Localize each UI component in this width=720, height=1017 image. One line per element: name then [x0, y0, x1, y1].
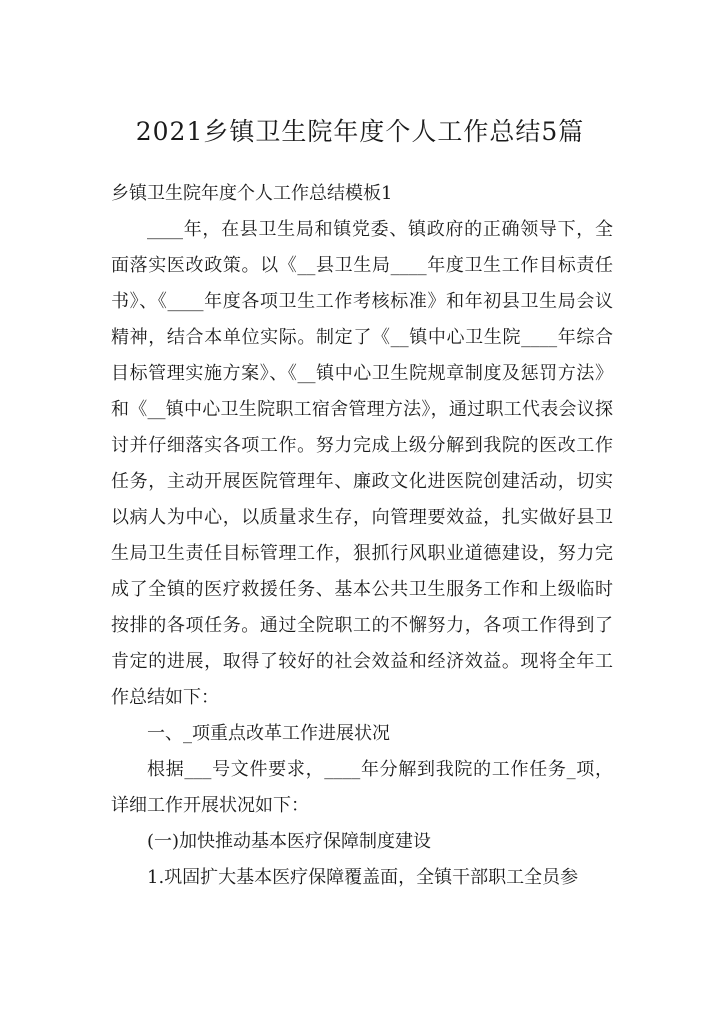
section-heading-1: 一、_项重点改革工作进展状况	[147, 723, 390, 744]
document-subtitle: 乡镇卫生院年度个人工作总结模板1	[111, 183, 393, 204]
document-title: 2021乡镇卫生院年度个人工作总结5篇	[135, 117, 585, 146]
document-body	[111, 176, 613, 896]
paragraph-basis: 根据___号文件要求，____年分解到我院的工作任务_项，详细工作开展状况如下：	[111, 759, 613, 816]
subsection-heading-1: (一)加快推动基本医疗保障制度建设	[147, 831, 432, 852]
paragraph-intro: ____年，在县卫生局和镇党委、镇政府的正确领导下，全面落实医改政策。以《__县卫生局____年度卫生工作目标责任书》、《____年度各项卫生工作考核标准》和年初县卫生局会议精神，结合本单位实际。制定了《__镇中心卫生院____年综合目标管理实施方案》、《__镇中心卫生院规章制度及惩罚方法》和《__镇中心卫生院职工宿舍管理方法》，通过职工代表会议探讨并仔细落实各项工作。努力完成上级分解到我院的医改工作任务，主动开展医院管理年、廉政文化进医院创建活动，切实以病人为中心，以质量求生存，向管理要效益，扎实做好县卫生局卫生责任目标管理工作，狠抓行风职业道德建设，努力完成了全镇的医疗救援任务、基本公共卫生服务工作和上级临时按排的各项任务。通过全院职工的不懈努力，各项工作得到了肯定的进展，取得了较好的社会效益和经济效益。现将全年工作总结如下：	[111, 219, 613, 708]
paragraph-item-1: 1.巩固扩大基本医疗保障覆盖面，全镇干部职工全员参	[147, 867, 579, 888]
